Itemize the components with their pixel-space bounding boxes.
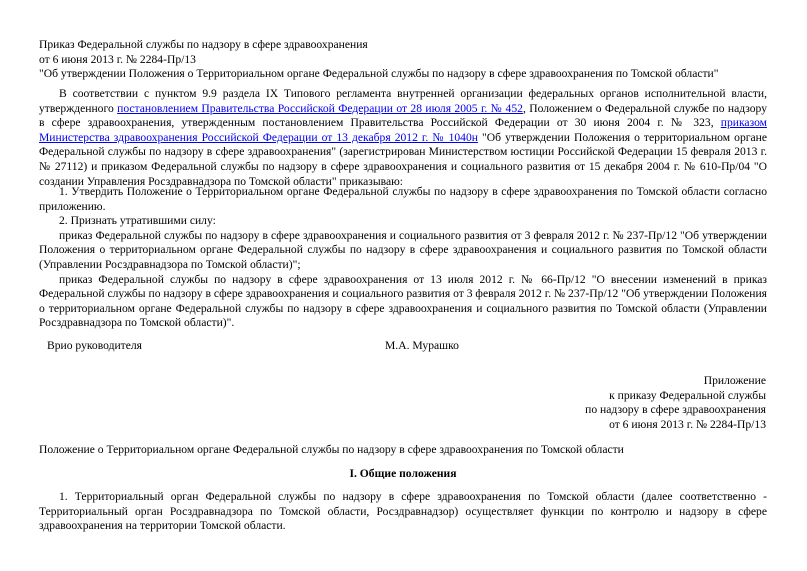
- order-items: [39, 185, 767, 331]
- regulation-paragraph-1: 1. Территориальный орган Федеральной службы по надзору в сфере здравоохранения по Томской области (далее соответственно - Территориальный орган Росздравнадзора по Томской области, Росздравнадзор) осуществляет функции по контролю и надзору в сфере здравоохранения на территории Томской области.: [39, 490, 767, 533]
- order-header: [39, 38, 767, 82]
- item-2: 2. Признать утратившими силу:: [59, 214, 216, 228]
- header-line-2: от 6 июня 2013 г. № 2284-Пр/13: [39, 52, 196, 66]
- regulation-title: Положение о Территориальном органе Федеральной службы по надзору в сфере здравоохранения по Томской области: [39, 443, 624, 456]
- preamble-text-2: , Положением о Федеральной службе по надзору в сфере здравоохранения, утвержденным постановлением Правительства Российской Федерации от 30 июня 2004 г. № 323,: [39, 101, 768, 130]
- header-line-3: "Об утверждении Положения о Территориальном органе Федеральной службы по надзору в сфере здравоохранения по Томской области": [39, 67, 719, 81]
- appendix-reference: [466, 374, 766, 432]
- signature-position: Врио руководителя: [47, 339, 143, 352]
- appendix-line-4: от 6 июня 2013 г. № 2284-Пр/13: [609, 417, 766, 431]
- link-ministry-order-1040n[interactable]: приказом Министерства здравоохранения Российской Федерации от 13 декабря 2012 г. № 1040н: [39, 116, 767, 144]
- item-1: 1. Утвердить Положение о Территориальном органе Федеральной службы по надзору в сфере здравоохранения по Томской области согласно приложению.: [39, 185, 767, 213]
- signature-name: М.А. Мурашко: [385, 339, 459, 352]
- header-line-1: Приказ Федеральной службы по надзору в сфере здравоохранения: [39, 38, 368, 51]
- appendix-line-2: к приказу Федеральной службы: [609, 388, 766, 402]
- appendix-line-3: по надзору в сфере здравоохранения: [585, 403, 766, 417]
- item-2-sub-1: приказ Федеральной службы по надзору в сфере здравоохранения и социального развития от 3 февраля 2012 г. № 237-Пр/12 "Об утверждении Положения о территориальном органе Федеральной службы по надзору в сфере здравоохранения и социального развития по Томской области (Управлении Росздравнадзора по Томской области)";: [39, 228, 767, 271]
- preamble-paragraph: [39, 87, 767, 189]
- section-heading: I. Общие положения: [349, 467, 457, 480]
- preamble-text-3: "Об утверждении Положения о территориальном органе Федеральной службы по надзору в сфере здравоохранения" (зарегистрирован Министерством юстиции Российской Федерации 15 февраля 2013 г. № 27112) и приказом Федеральной службы по надзору в сфере здравоохранения и социального развития от 15 декабря 2004 г. № 610-Пр/04 "О создании Управления Росздравнадзора по Томской области" приказываю:: [39, 130, 767, 188]
- appendix-line-1: Приложение: [703, 374, 766, 387]
- preamble-text-1: В соответствии с пунктом 9.9 раздела IX Типового регламента внутренней организации федеральных органов исполнительной власти, утвержденного: [39, 87, 767, 115]
- item-2-sub-2: приказ Федеральной службы по надзору в сфере здравоохранения от 13 июля 2012 г. № 66-Пр/12 "О внесении изменений в приказ Федеральной службы по надзору в сфере здравоохранения и социального развития от 3 февраля 2012 г. № 237-Пр/12 "Об утверждении Положения о территориальном органе Федеральной службы по надзору в сфере здравоохранения и социального развития по Томской области (Управлении Росздравнадзора по Томской области)".: [39, 272, 767, 330]
- link-government-resolution-452[interactable]: постановлением Правительства Российской Федерации от 28 июля 2005 г. № 452: [117, 101, 523, 115]
